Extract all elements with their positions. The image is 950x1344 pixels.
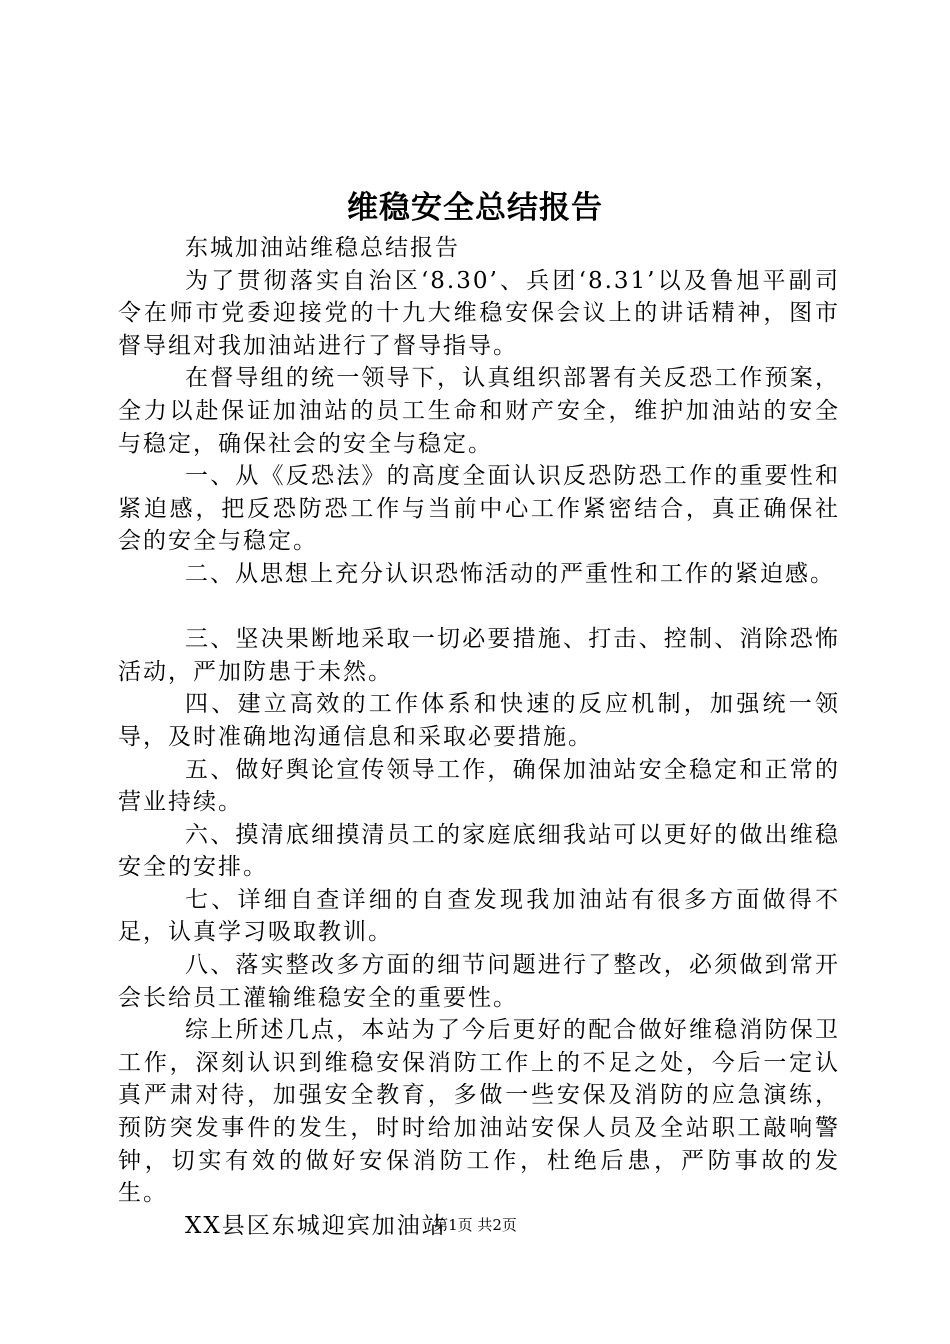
paragraph-item-5: 五、做好舆论宣传领导工作，确保加油站安全稳定和正常的营业持续。 xyxy=(118,756,840,816)
report-subtitle: 东城加油站维稳总结报告 xyxy=(185,235,460,261)
paragraph-summary: 综上所述几点，本站为了今后更好的配合做好维稳消防保卫工作，深刻认识到维稳安保消防工作上的不足之处，今后一定认真严肃对待，加强安全教育，多做一些安保及消防的应急演练，预防突发事件的发生，时时给加油站安保人员及全站职工敲响警钟，切实有效的做好安保消防工作，杜绝后患，严防事故的发生。 xyxy=(118,1017,840,1207)
document-body xyxy=(118,232,840,1242)
paragraph-item-1: 一、从《反恐法》的高度全面认识反恐防恐工作的重要性和紧迫感，把反恐防恐工作与当前中心工作紧密结合，真正确保社会的安全与稳定。 xyxy=(118,463,840,555)
paragraph-intro: 为了贯彻落实自治区‘8.30’、兵团‘8.31’以及鲁旭平副司令在师市党委迎接党的十九大维稳安保会议上的讲话精神，图市督导组对我加油站进行了督导指导。 xyxy=(118,267,840,359)
paragraph-item-7: 七、详细自查详细的自查发现我加油站有很多方面做得不足，认真学习吸取教训。 xyxy=(118,886,840,946)
page-number-footer: 第1页 共2页 xyxy=(433,1216,517,1234)
paragraph-item-3: 三、坚决果断地采取一切必要措施、打击、控制、消除恐怖活动，严加防患于未然。 xyxy=(118,626,840,685)
paragraph-item-6: 六、摸清底细摸清员工的家庭底细我站可以更好的做出维稳安全的安排。 xyxy=(118,821,840,881)
signature-line: XX县区东城迎宾加油站 xyxy=(185,1212,447,1239)
paragraph-item-8: 八、落实整改多方面的细节问题进行了整改，必须做到常开会长给员工灌输维稳安全的重要性。 xyxy=(118,952,840,1011)
paragraph-item-2: 二、从思想上充分认识恐怖活动的严重性和工作的紧迫感。 xyxy=(185,560,835,587)
paragraph-leadership: 在督导组的统一领导下，认真组织部署有关反恐工作预案，全力以赴保证加油站的员工生命和财产安全，维护加油站的安全与稳定，确保社会的安全与稳定。 xyxy=(118,365,840,457)
paragraph-item-4: 四、建立高效的工作体系和快速的反应机制，加强统一领导，及时准确地沟通信息和采取必要措施。 xyxy=(118,691,840,750)
document-title: 维稳安全总结报告 xyxy=(347,190,603,226)
